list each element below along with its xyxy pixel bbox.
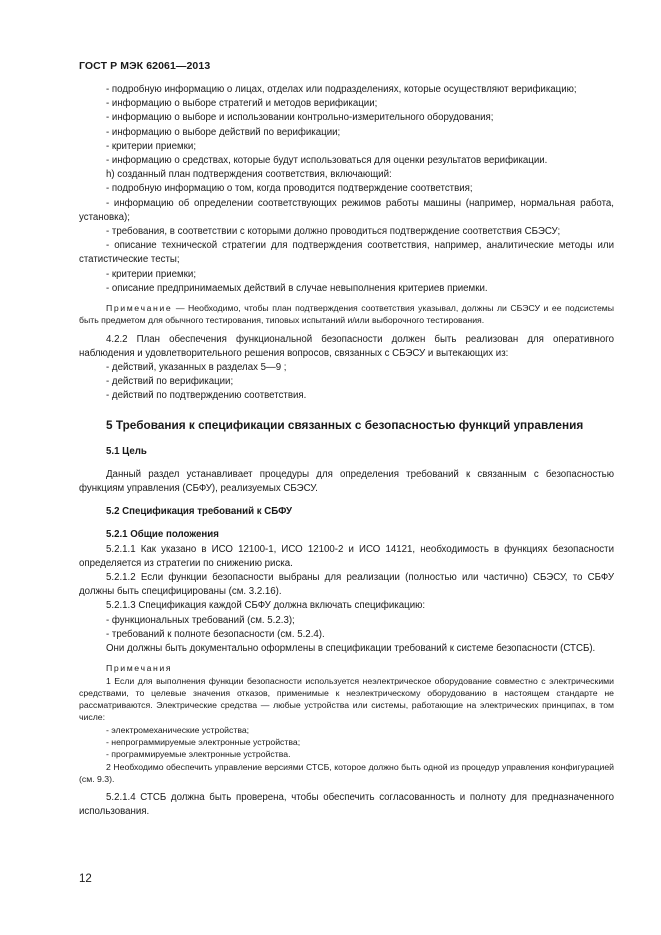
- section-5-1-heading: 5.1 Цель: [106, 445, 147, 457]
- paragraph-5-2-1-1: 5.2.1.1 Как указано в ИСО 12100-1, ИСО 12100-2 и ИСО 14121, необходимость в функциях безопасности определяется из стратегии по снижению риска.: [79, 543, 614, 569]
- list-item: - функциональных требований (см. 5.2.3);: [106, 614, 295, 626]
- list-item: - информацию о выборе действий по верификации;: [106, 126, 341, 138]
- list-item: - подробную информацию о лицах, отделах или подразделениях, которые осуществляют верификацию;: [106, 84, 577, 95]
- paragraph-4-2-2: 4.2.2 План обеспечения функциональной безопасности должен быть реализован для оперативного наблюдения и удовлетворительного решения вопросов, связанных с СБЭСУ и вытекающих из:: [79, 333, 614, 359]
- list-item: h) созданный план подтверждения соответствия, включающий:: [106, 169, 392, 181]
- paragraph-5-2-1-4: 5.2.1.4 СТСБ должна быть проверена, чтобы обеспечить согласованность и полноту для предназначенного использования.: [79, 792, 614, 818]
- list-item: - требования, в соответствии с которыми должно проводиться подтверждение соответствия СБЭСУ;: [106, 226, 561, 238]
- list-item: - описание предпринимаемых действий в случае невыполнения критериев приемки.: [106, 282, 488, 294]
- list-item: - подробную информацию о том, когда проводится подтверждение соответствия;: [106, 183, 473, 195]
- note-item: - программируемые электронные устройства.: [106, 749, 291, 760]
- list-item: - информацию о выборе и использовании контрольно-измерительного оборудования;: [106, 112, 494, 124]
- list-item: - действий, указанных в разделах 5—9 ;: [106, 362, 287, 374]
- note-item: - электромеханические устройства;: [106, 724, 250, 735]
- list-item: - информацию о выборе стратегий и методов верификации;: [106, 98, 378, 110]
- page-content: [79, 83, 614, 820]
- notes-label: Примечания: [106, 663, 173, 674]
- list-item: - действий по верификации;: [106, 376, 234, 388]
- list-item: - требований к полноте безопасности (см. 5.2.4).: [106, 628, 325, 640]
- list-item: - описание технической стратегии для подтверждения соответствия, например, аналитические методы или статистические тесты;: [79, 240, 614, 266]
- section-5-heading: 5 Требования к спецификации связанных с безопасностью функций управления: [106, 417, 584, 432]
- paragraph-5-2-1-3: 5.2.1.3 Спецификация каждой СБФУ должна включать спецификацию:: [106, 600, 426, 612]
- note-item: 2 Необходимо обеспечить управление версиями СТСБ, которое должно быть одной из процедур управления конфигурацией (см. 9.3).: [79, 761, 614, 784]
- section-5-2-heading: 5.2 Спецификация требований к СБФУ: [106, 506, 293, 518]
- list-item: - информацию об определении соответствующих режимов работы машины (например, нормальная работа, установка);: [79, 197, 614, 223]
- paragraph-5-2-1-2: 5.2.1.2 Если функции безопасности выбраны для реализации (полностью или частично) СБЭСУ, то СБФУ должны быть специфицированы (см. 3.2.16).: [79, 572, 614, 598]
- note-label: Примечание: [106, 303, 173, 314]
- note-item: - непрограммируемые электронные устройства;: [106, 737, 301, 748]
- list-item: - критерии приемки;: [106, 140, 197, 152]
- note-text: — Необходимо, чтобы план подтверждения соответствия указывал, должны ли СБЭСУ и ее подсистемы быть предметом для обычного тестирования, типовых испытаний и/или выборочного тестирования.: [79, 303, 614, 326]
- list-item: - информацию о средствах, которые будут использоваться для оценки результатов верификации.: [106, 155, 548, 167]
- stsb-paragraph: Они должны быть документально оформлены в спецификации требований к системе безопасности (СТСБ).: [106, 643, 596, 655]
- note-item: 1 Если для выполнения функции безопасности используется неэлектрическое оборудование совместно с электрическими средствами, то целевые значения отказов, применимые к неэлектрическому оборудованию в настоящем стандарте не рассматриваются. Электрические средства — любые устройства или системы, работающие на электрических принципах, в том числе:: [79, 675, 614, 723]
- section-5-1-text: Данный раздел устанавливает процедуры для определения требований к связанным с безопасностью функциям управления (СБФУ), реализуемых СБЭСУ.: [79, 468, 614, 495]
- list-item: - действий по подтверждению соответствия.: [106, 390, 307, 402]
- list-item: - критерии приемки;: [106, 268, 197, 280]
- page-number: 12: [79, 873, 92, 885]
- note-paragraph: [79, 302, 614, 327]
- document-code-header: ГОСТ Р МЭК 62061—2013: [79, 60, 211, 72]
- section-5-2-1-heading: 5.2.1 Общие положения: [106, 529, 219, 541]
